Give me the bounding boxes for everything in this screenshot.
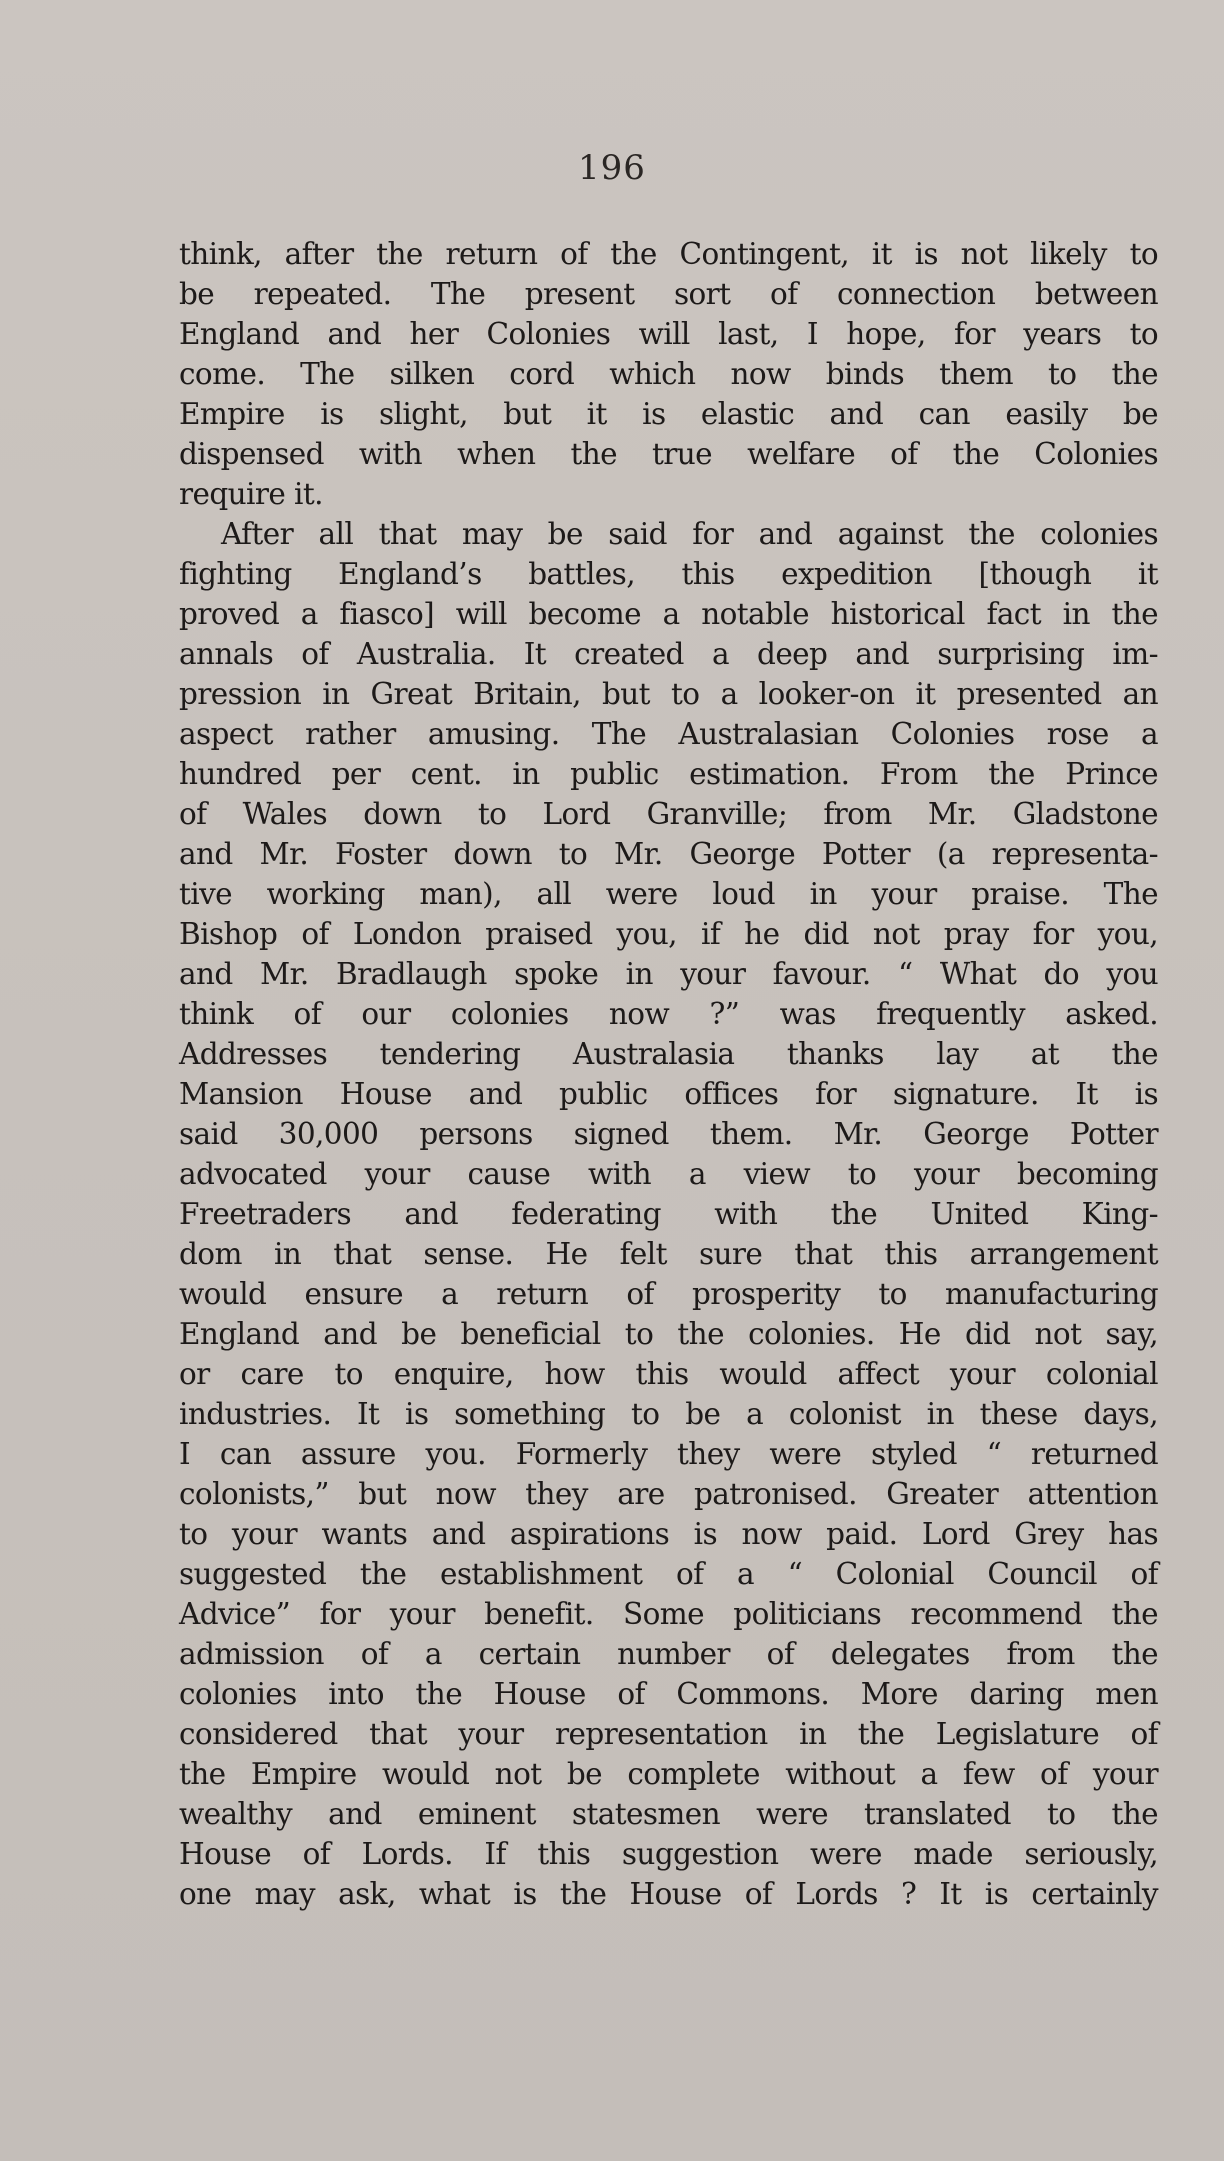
text-line: Mansion House and public offices for signature. It is bbox=[179, 1077, 1158, 1111]
text-line: or care to enquire, how this would affect your colonial bbox=[179, 1357, 1158, 1391]
text-line: Empire is slight, but it is elastic and can easily be bbox=[179, 397, 1158, 431]
text-line: tive working man), all were loud in your praise. The bbox=[179, 877, 1158, 911]
text-line: England and be beneficial to the colonies. He did not say, bbox=[179, 1317, 1158, 1351]
text-line: require it. bbox=[179, 477, 323, 511]
text-line: I can assure you. Formerly they were styled “ returned bbox=[179, 1437, 1158, 1471]
text-line: think, after the return of the Contingent, it is not likely to bbox=[179, 237, 1158, 271]
text-line: come. The silken cord which now binds them to the bbox=[179, 357, 1158, 391]
text-line: Advice” for your benefit. Some politicians recommend the bbox=[179, 1597, 1158, 1631]
text-line: colonies into the House of Commons. More daring men bbox=[179, 1677, 1158, 1711]
text-line: said 30,000 persons signed them. Mr. George Potter bbox=[179, 1117, 1158, 1151]
text-line: advocated your cause with a view to your becoming bbox=[179, 1157, 1158, 1191]
text-line: and Mr. Bradlaugh spoke in your favour. “ What do you bbox=[179, 957, 1158, 991]
text-line: hundred per cent. in public estimation. From the Prince bbox=[179, 757, 1158, 791]
body-text bbox=[179, 234, 1158, 1914]
text-line: dispensed with when the true welfare of the Colonies bbox=[179, 437, 1158, 471]
text-line: considered that your representation in the Legislature of bbox=[179, 1717, 1158, 1751]
text-line: and Mr. Foster down to Mr. George Potter (a representa- bbox=[179, 837, 1158, 871]
text-line: wealthy and eminent statesmen were translated to the bbox=[179, 1797, 1158, 1831]
text-line: one may ask, what is the House of Lords ? It is certainly bbox=[179, 1877, 1158, 1911]
text-line: dom in that sense. He felt sure that this arrangement bbox=[179, 1237, 1158, 1271]
text-line: industries. It is something to be a colonist in these days, bbox=[179, 1397, 1158, 1431]
page-number: 196 bbox=[578, 148, 646, 188]
text-line: fighting England’s battles, this expedition [though it bbox=[179, 557, 1158, 591]
text-line: House of Lords. If this suggestion were made seriously, bbox=[179, 1837, 1158, 1871]
text-line: suggested the establishment of a “ Colonial Council of bbox=[179, 1557, 1158, 1591]
text-line: admission of a certain number of delegates from the bbox=[179, 1637, 1158, 1671]
text-line: would ensure a return of prosperity to manufacturing bbox=[179, 1277, 1158, 1311]
text-line: proved a fiasco] will become a notable historical fact in the bbox=[179, 597, 1158, 631]
text-line: think of our colonies now ?” was frequently asked. bbox=[179, 997, 1158, 1031]
text-line: be repeated. The present sort of connection between bbox=[179, 277, 1158, 311]
text-line: of Wales down to Lord Granville; from Mr. Gladstone bbox=[179, 797, 1158, 831]
paragraph-start-line: After all that may be said for and against the colonies bbox=[221, 517, 1158, 551]
text-line: pression in Great Britain, but to a looker-on it presented an bbox=[179, 677, 1158, 711]
text-line: Bishop of London praised you, if he did not pray for you, bbox=[179, 917, 1158, 951]
text-line: the Empire would not be complete without a few of your bbox=[179, 1757, 1158, 1791]
text-line: to your wants and aspirations is now paid. Lord Grey has bbox=[179, 1517, 1158, 1551]
text-line: Freetraders and federating with the United King- bbox=[179, 1197, 1158, 1231]
text-line: colonists,” but now they are patronised. Greater attention bbox=[179, 1477, 1158, 1511]
text-line: England and her Colonies will last, I hope, for years to bbox=[179, 317, 1158, 351]
text-line: annals of Australia. It created a deep and surprising im- bbox=[179, 637, 1158, 671]
text-line: Addresses tendering Australasia thanks lay at the bbox=[179, 1037, 1158, 1071]
text-line: aspect rather amusing. The Australasian Colonies rose a bbox=[179, 717, 1158, 751]
